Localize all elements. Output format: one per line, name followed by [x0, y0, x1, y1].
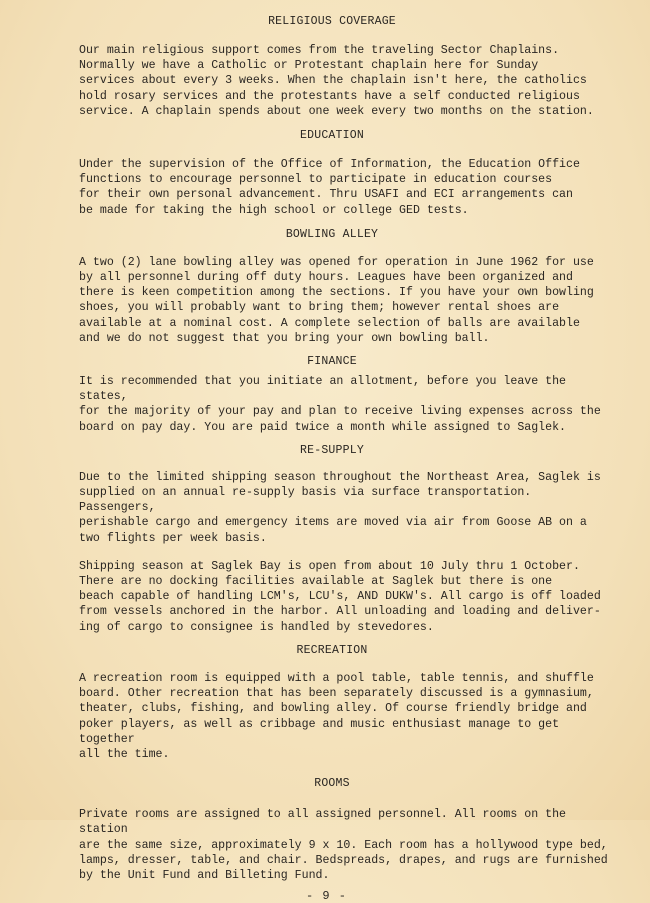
paragraph-re-supply-1: Due to the limited shipping season throughout the Northeast Area, Saglek is supplied on an annual re-supply basis via surface transportation. Passengers, perishable cargo and emergency items are moved via air from Goose AB on a two flights per week basis. [79, 470, 601, 545]
section-finance [79, 354, 614, 435]
paragraph-education: Under the supervision of the Office of Information, the Education Office functions to encourage personnel to participate in education courses for their own personal advancement. Thru USAFI and ECI arrangements can be made for taking the high school or college GED tests. [79, 158, 580, 217]
heading-finance: FINANCE [307, 355, 357, 369]
paragraph-bowling-alley: A two (2) lane bowling alley was opened for operation in June 1962 for use by all personnel during off duty hours. Leagues have been organized and there is keen competition among the sections. If you have your own bowling shoes, you will probably want to bring them; however rental shoes are available at a nominal cost. A complete selection of balls are available and we do not suggest that you bring your own bowling ball. [79, 255, 594, 345]
heading-rooms: ROOMS [314, 777, 350, 791]
section-rooms [79, 776, 614, 883]
paragraph-finance: It is recommended that you initiate an allotment, before you leave the states, for the majority of your pay and plan to receive living expenses across the board on pay day. You are paid twice a month while assigned to Saglek. [79, 375, 601, 434]
heading-recreation: RECREATION [296, 643, 368, 657]
paragraph-religious-coverage: Our main religious support comes from the traveling Sector Chaplains. Normally we have a Catholic or Protestant chaplain here for Sunday services about every 3 weeks. When the chaplain isn't here, the catholics hold rosary services and the protestants have a self conducted religious service. A chaplain spends about one week every two months on the station. [79, 44, 594, 118]
heading-bowling-alley: BOWLING ALLEY [285, 227, 379, 241]
section-re-supply [79, 443, 614, 635]
section-education [79, 128, 614, 218]
paragraph-re-supply-2: Shipping season at Saglek Bay is open from about 10 July thru 1 October. There are no docking facilities available at Saglek but there is one beach capable of handling LCM's, LCU's, AND DUKW's. All cargo is off loaded from vessels anchored in the harbor. All unloading and loading and deliver- ing of cargo to consignee is handled by stevedores. [79, 559, 601, 634]
heading-education: EDUCATION [300, 129, 364, 143]
heading-re-supply: RE-SUPPLY [300, 443, 364, 457]
section-bowling-alley [79, 227, 614, 346]
page-number: - 9 - [305, 889, 347, 903]
section-religious-coverage [79, 14, 614, 119]
section-recreation [79, 643, 614, 762]
paragraph-rooms: Private rooms are assigned to all assigned personnel. All rooms on the station are the same size, approximately 9 x 10. Each room has a hollywood type bed, lamps, dresser, table, and chair. Bedspreads, drapes, and rugs are furnished by the Unit Fund and Billeting Fund. [79, 808, 608, 882]
paragraph-recreation: A recreation room is equipped with a pool table, table tennis, and shuffle board. Other recreation that has been separately discussed is a gymnasium, theater, clubs, fishing, and bowling alley. Of course friendly bridge and poker players, as well as cribbage and music enthusiast manage to get together all the time. [79, 671, 594, 761]
heading-religious-coverage: RELIGIOUS COVERAGE [268, 15, 396, 28]
